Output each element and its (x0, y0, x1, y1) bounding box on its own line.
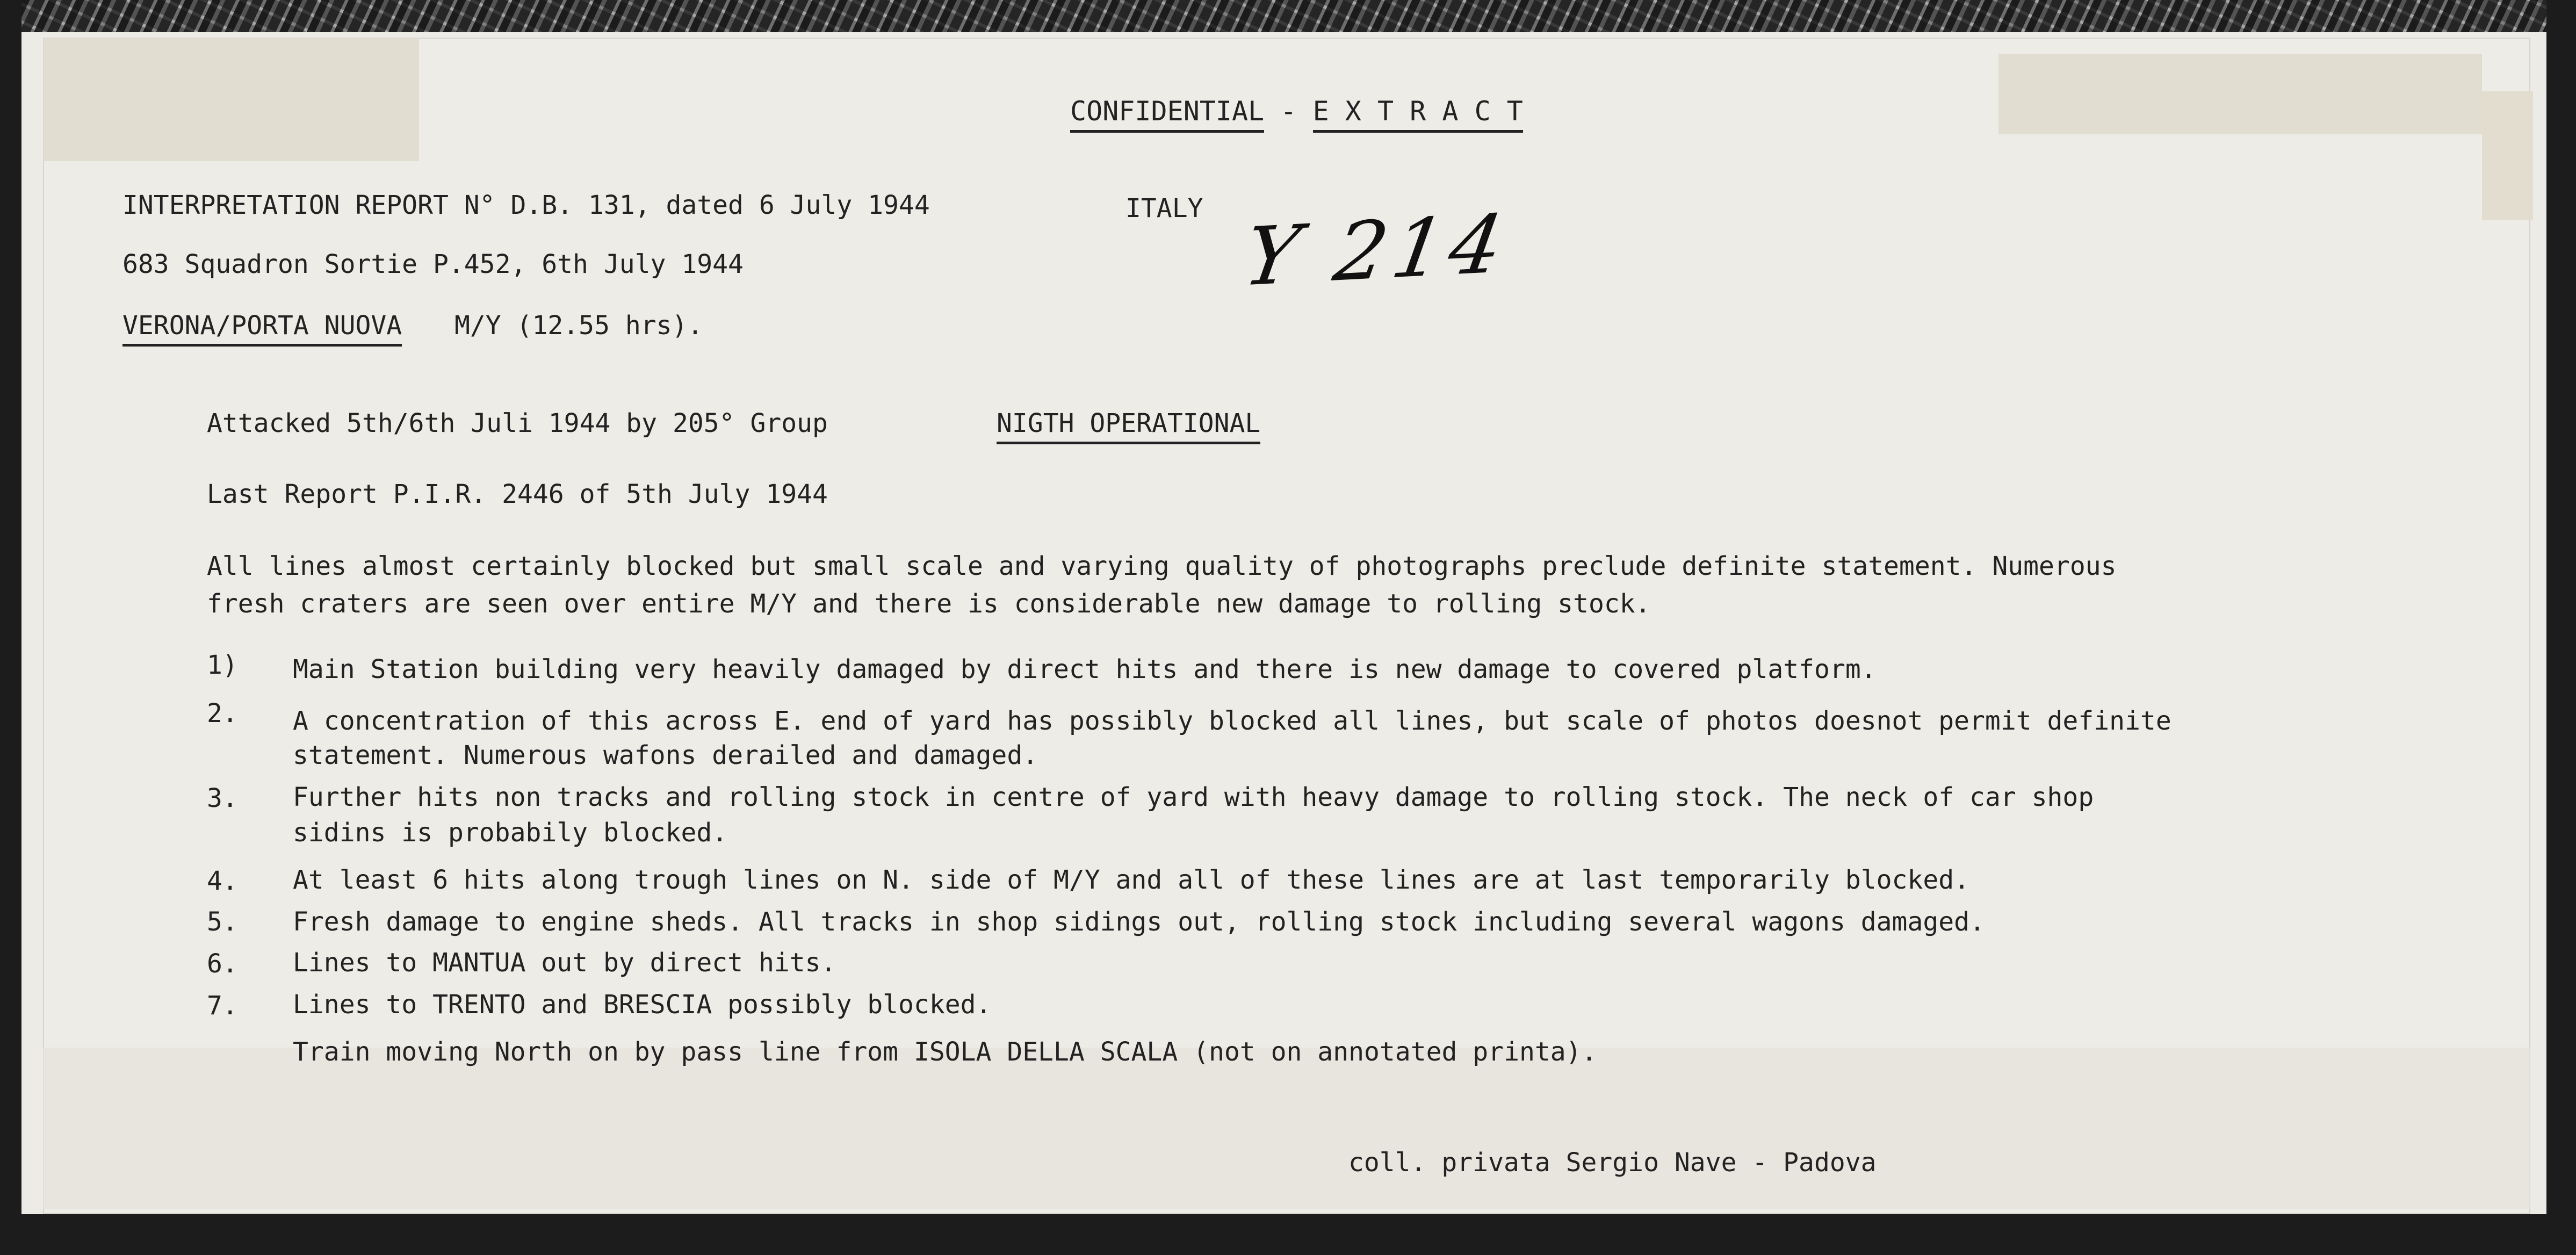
item-1-line-1: Main Station building very heavily damaged by direct hits and there is new damage to covered platform. (293, 654, 1877, 684)
item-number: 3. (207, 783, 238, 813)
squadron-sortie-line: 683 Squadron Sortie P.452, 6th July 1944 (122, 249, 744, 279)
attack-line: Attacked 5th/6th Juli 1944 by 205° Group (207, 408, 828, 438)
tape-strip-right (1998, 54, 2482, 134)
item-number: 4. (207, 866, 238, 896)
report-number-line: INTERPRETATION REPORT N° D.B. 131, dated 6 July 1944 (122, 190, 930, 220)
item-3-line-2: sidins is probabily blocked. (293, 818, 728, 848)
handwritten-reference: Y 214 (1237, 197, 1515, 305)
tape-strip-left (43, 38, 419, 161)
item-number: 1) (207, 650, 238, 680)
item-7-line-2: Train moving North on by pass line from ISOLA DELLA SCALA (not on annotated printa). (293, 1037, 1597, 1067)
location-suffix: M/Y (12.55 hrs). (454, 311, 703, 341)
item-5-line-1: Fresh damage to engine sheds. All tracks in shop sidings out, rolling stock including several wagons damaged. (293, 907, 1985, 937)
tape-strip-bottom (43, 1048, 2530, 1209)
item-4-line-1: At least 6 hits along trough lines on N. side of M/Y and all of these lines are at last temporarily blocked. (293, 865, 1970, 895)
item-number: 2. (207, 698, 238, 729)
item-2-line-2: statement. Numerous wafons derailed and damaged. (293, 740, 1038, 770)
item-number: 7. (207, 991, 238, 1021)
extract-label: E X T R A C T (1313, 96, 1523, 133)
item-2-line-1: A concentration of this across E. end of yard has possibly blocked all lines, but scale of photos doesnot permit definite (293, 706, 2171, 736)
operation-name: NIGTH OPERATIONAL (997, 408, 1260, 444)
item-7-line-1: Lines to TRENTO and BRESCIA possibly blocked. (293, 990, 992, 1020)
location-name: VERONA/PORTA NUOVA (122, 311, 402, 347)
location-line (122, 311, 703, 341)
report-country: ITALY (1125, 193, 1203, 223)
item-number: 5. (207, 907, 238, 937)
item-number: 6. (207, 949, 238, 979)
item-3-line-1: Further hits non tracks and rolling stock in centre of yard with heavy damage to rolling stock. The neck of car shop (293, 782, 2094, 812)
item-6-line-1: Lines to MANTUA out by direct hits. (293, 948, 836, 978)
tape-strip-edge (2482, 91, 2533, 220)
last-report-line: Last Report P.I.R. 2446 of 5th July 1944 (207, 479, 828, 509)
collection-credit: coll. privata Sergio Nave - Padova (1348, 1148, 1877, 1178)
document-header (1070, 98, 1523, 125)
confidential-label: CONFIDENTIAL (1070, 96, 1264, 133)
operation-label (997, 410, 1260, 436)
summary-line-2: fresh craters are seen over entire M/Y and there is considerable new damage to rolling stock. (207, 589, 1651, 619)
header-dash: - (1280, 96, 1297, 127)
summary-line-1: All lines almost certainly blocked but small scale and varying quality of photographs preclude definite statement. Numerous (207, 551, 2117, 581)
